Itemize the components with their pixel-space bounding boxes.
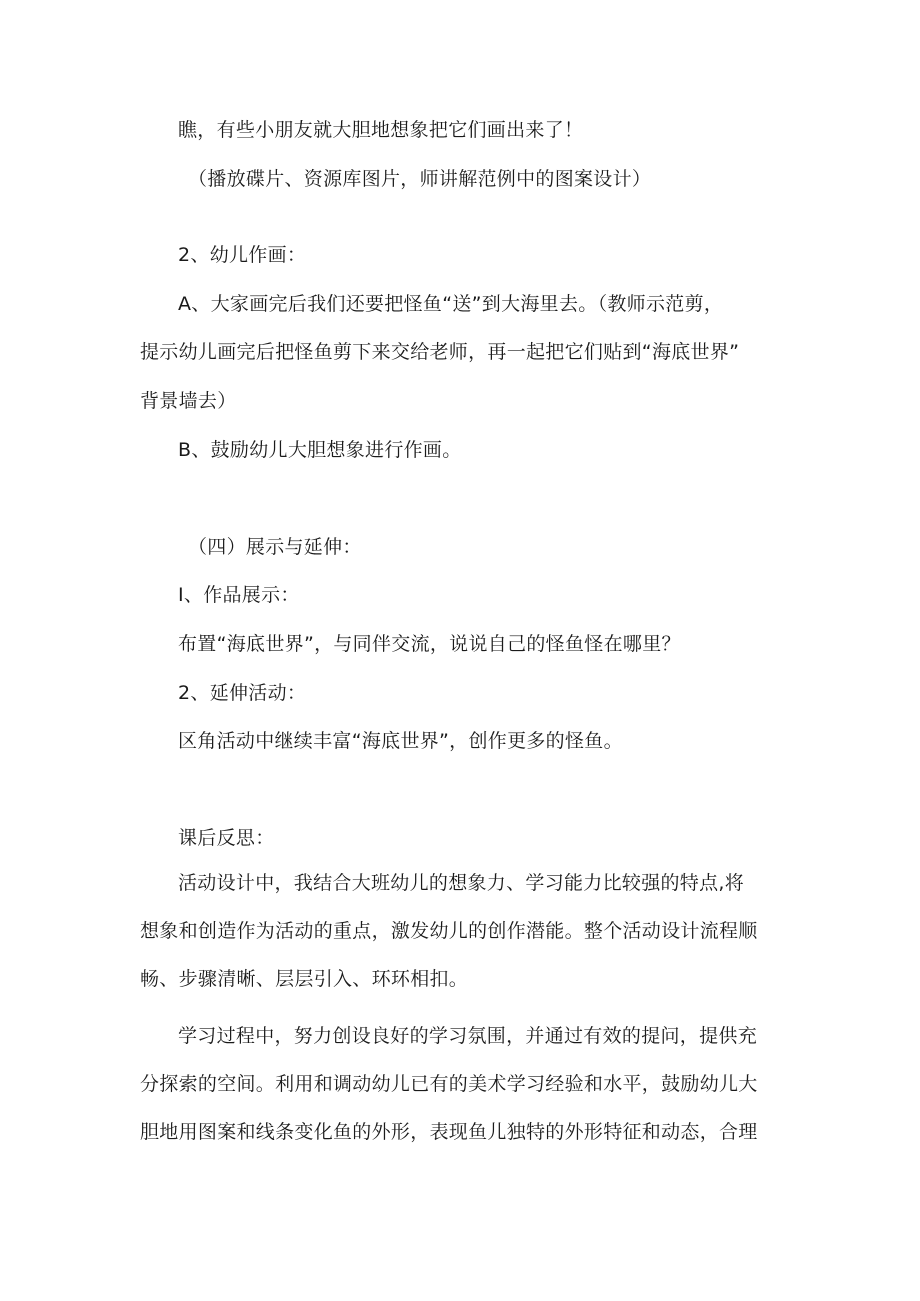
section-heading: 课后反思： bbox=[178, 827, 275, 849]
paragraph-line: A、大家画完后我们还要把怪鱼“送”到大海里去。（教师示范剪， bbox=[178, 293, 724, 315]
paragraph-line: 布置“海底世界”，与同伴交流，说说自己的怪鱼怪在哪里？ bbox=[178, 633, 681, 655]
paragraph-line: 畅、步骤清晰、层层引入、环环相扣。 bbox=[140, 968, 469, 990]
paragraph-line: B、鼓励幼儿大胆想象进行作画。 bbox=[178, 439, 462, 461]
section-heading: （四）展示与延伸： bbox=[188, 536, 362, 558]
section-heading: 2、幼儿作画： bbox=[178, 244, 307, 266]
paragraph-line: 背景墙去） bbox=[140, 390, 237, 412]
paragraph-line: 瞧，有些小朋友就大胆地想象把它们画出来了！ bbox=[178, 119, 584, 141]
paragraph-line: 学习过程中，努力创设良好的学习氛围，并通过有效的提问，提供充 bbox=[178, 1025, 758, 1047]
paragraph-line: 胆地用图案和线条变化鱼的外形，表现鱼儿独特的外形特征和动态，合理 bbox=[140, 1121, 758, 1143]
paragraph-line: （播放碟片、资源库图片，师讲解范例中的图案设计） bbox=[188, 168, 652, 190]
section-heading: 2、延伸活动： bbox=[178, 682, 307, 704]
paragraph-line: 提示幼儿画完后把怪鱼剪下来交给老师，再一起把它们贴到“海底世界” bbox=[140, 341, 740, 363]
paragraph-line: 分探索的空间。利用和调动幼儿已有的美术学习经验和水平，鼓励幼儿大 bbox=[140, 1073, 758, 1095]
section-heading: I、作品展示： bbox=[178, 584, 300, 606]
paragraph-line: 想象和创造作为活动的重点，激发幼儿的创作潜能。整个活动设计流程顺 bbox=[140, 920, 758, 942]
paragraph-line: 活动设计中，我结合大班幼儿的想象力、学习能力比较强的特点,将 bbox=[178, 872, 745, 894]
paragraph-line: 区角活动中继续丰富“海底世界”，创作更多的怪鱼。 bbox=[178, 730, 623, 752]
